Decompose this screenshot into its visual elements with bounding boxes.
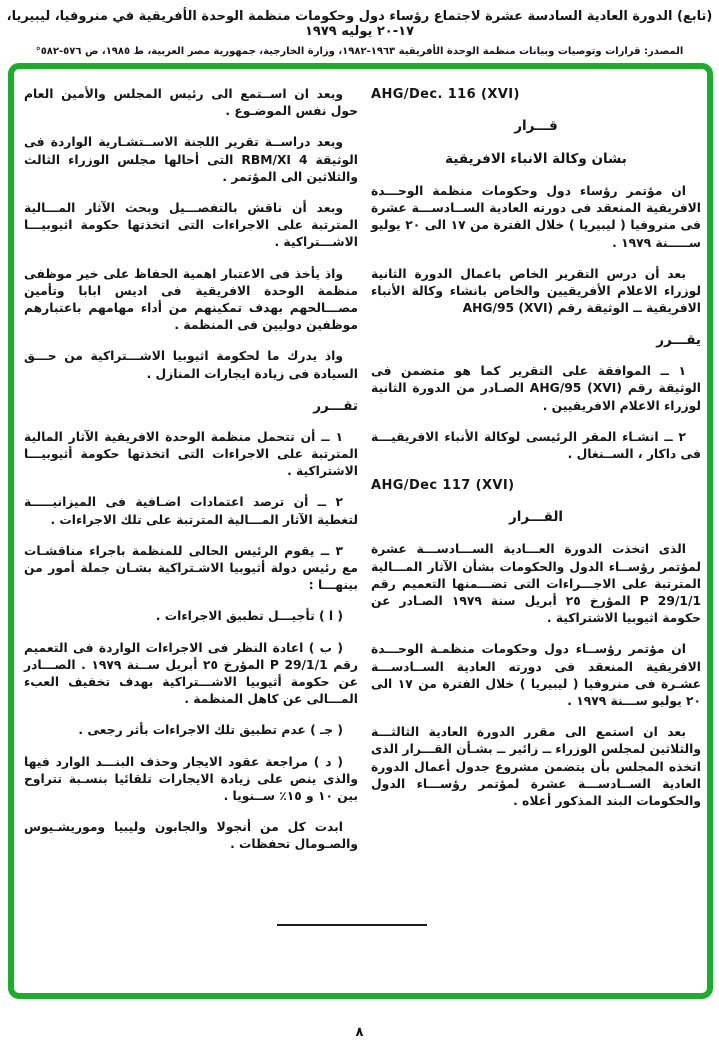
subitem-b: ( ب ) اعادة النظر فى الاجراءات الواردة فى التعميم رقم P 29/1/1 المؤرخ ٢٥ أبريل ســنة ١٩٧٩ . الصـــادر عن حكومة أثيوبيا الاشـــتراكية بهدف تخفيف العبء المـــالى عن كاهل المنظمة . bbox=[24, 640, 358, 707]
doc-code-ahg-dec-116: AHG/Dec. 116 (XVI) bbox=[371, 87, 520, 102]
session-title: (تابع) الدورة العادية السادسة عشرة لاجتماع رؤساء دول وحكومات منظمة الوحدة الأفريقية في منروفيا، ليبيريا، ١٧-٢٠ يوليه ١٩٧٩ bbox=[6, 9, 713, 39]
decision-item-2: ٢ ــ أن ترصد اعتمادات اضـافية فى الميزانيـــــة لتغطية الآثار المـــالية المترتبة على تلك الاجراءات . bbox=[24, 495, 358, 527]
paragraph: وبعد أن ناقش بالتفصـــيل وبحث الآثار المـــالية المترتبة على الاجراءات التى اتخذتها حكومة اثيوبيـــا الاشـــتراكية . bbox=[24, 201, 358, 250]
source-citation: المصدر: قرارات وتوصيات وبيانات منظمة الوحدة الأفريقية ١٩٦٣-١٩٨٢، وزارة الخارجية، جمهورية مصر العربية، ط ١٩٨٥، ص ٥٧٦-٥٨٢° bbox=[35, 46, 684, 57]
subitem-c: ( جـ ) عدم تطبيق تلك الاجراءات بأثر رجعى . bbox=[78, 723, 343, 738]
decision-heading-117: القـــرار bbox=[508, 509, 564, 526]
paragraph: واذ يدرك ما لحكومة اثيوبيا الاشـــتراكية من حـــق السيادة فى زيادة ايجارات المنازل . bbox=[24, 349, 358, 381]
decides-heading-117 bbox=[24, 397, 358, 416]
reservations-note: ابدت كل من أنجولا والجابون وليبيا وموريشـيوس والصـومال تحفظات . bbox=[24, 820, 358, 852]
decides-heading-116 bbox=[371, 331, 701, 350]
subitem-d: ( د ) مراجعة عقود الايجار وحذف البنـــد الوارد فيها والذى ينص على زيادة الايجارات تلقائيا بنسـبة تتراوح بين ١٠ و ١٥٪ ســنويا . bbox=[24, 754, 358, 803]
column-right bbox=[371, 86, 701, 824]
decision-item-1: ١ ــ أن تتحمل منظمة الوحدة الافريقية الآثار المالية المترتبة على الاجراءات التى اتخذتها حكومة أثيوبيـــا الاشتراكية . bbox=[24, 429, 358, 479]
decision-heading-116: قـــرار bbox=[514, 118, 558, 135]
page-number: ٨ bbox=[355, 1025, 364, 1040]
column-left bbox=[24, 86, 358, 868]
page-header bbox=[0, 9, 719, 57]
paragraph: ان مؤتمر رؤســاء دول وحكومات منظمـة الوحـــدة الافريقية المنعقد فى دورته العادية الســادســـة عشـرة فى منروفيا ( ليبيريا ) خلال الفترة من ١٧ الى ٢٠ يوليو ســـنة ١٩٧٩ . bbox=[371, 642, 701, 708]
decides-heading-label: يقـــرر bbox=[656, 332, 701, 349]
footer-divider bbox=[277, 924, 427, 926]
doc-code-ahg-dec-117: AHG/Dec 117 (XVI) bbox=[371, 478, 515, 494]
decision-item-1: ١ ــ الموافقة على التقرير كما هو متضمن فى الوثيقة رقم AHG/95 (XVI) الصـادر من الدورة الثانية لوزراء الاعلام الافريقيين . bbox=[371, 364, 701, 413]
decides-heading-label: تقـــرر bbox=[313, 397, 358, 414]
decision-item-3: ٣ ــ يقوم الرئيس الحالى للمنظمة باجراء مناقشـات مع رئيس دولة أثيوبيا الاشـتراكية بشـان جملة أمور من بينهـــا : bbox=[24, 543, 358, 593]
content-border-box bbox=[8, 63, 713, 999]
paragraph: وبعد ان اســتمع الى رئيس المجلس والأمين العام حول نفس الموضـوع . bbox=[24, 87, 358, 119]
paragraph: بعد أن درس التقرير الخاص باعمال الدورة الثانية لوزراء الاعلام الأفريقيين والخاص بانشاء وكالة الأنباء الافريقية ــ الوثيقة رقم AHG/95 (XVI) bbox=[371, 266, 701, 316]
paragraph: وبعد دراســة تقرير اللجنة الاســتشـارية الواردة فى الوثيقة RBM/XI 4 التى أحالها مجلس الوزراء الثالث والثلاثين الى المؤتمر . bbox=[24, 135, 358, 184]
decision-item-2: ٢ ــ انشـاء المقر الرئيسى لوكالة الأنباء الافريقيـــة فى داكار ، الســنغال . bbox=[371, 429, 701, 462]
decision-subject-116: بشان وكالة الانباء الافريقية bbox=[445, 151, 627, 168]
paragraph: بعد ان استمع الى مقرر الدورة العادية الثالثـــة والثلاثين لمجلس الوزراء ــ زائير ــ بشـأن القـــرار الذى اتخذه المجلس بأن يتضمن مشروع جدول أعمال الدورة العادية الســادســـة عشرة لمؤتمر رؤســـاء الدول والحكومات البند المذكور أعلاه . bbox=[371, 725, 701, 809]
paragraph: ان مؤتمر رؤساء دول وحكومات منظمة الوحـــدة الافريقية المنعقد فى دورته العادية الســادســـة عشرة فى منروفيا ( ليبيريا ) خلال الفترة من ١٧ الى ٢٠ يوليو ســـــنة ١٩٧٩ . bbox=[371, 183, 701, 250]
paragraph: الذى اتخذت الدورة العـــادية الســـادســـة عشرة لمؤتمر رؤســاء الدول والحكومات بشأن الآثار المـــالية المترتبة على الاجـــراءات التى تضـــمنها التعميم رقم P 29/1/1 المؤرخ ٢٥ أبريل سنة ١٩٧٩ الصـادر عن حكومة اثيوبيا الاشتراكية . bbox=[371, 542, 701, 626]
subitem-a: ( ا ) تأجيـــل تطبيق الاجراءات . bbox=[155, 609, 343, 624]
paragraph: واذ يأخذ فى الاعتبار اهمية الحفاظ على خير موظفى منظمة الوحدة الافريقية فى اديس ابابا وتأمين مصـــالحهم بهدف تمكينهم من أداء مهامهم باعتبارهم موظفين دوليين فى المنظمة . bbox=[24, 266, 358, 333]
